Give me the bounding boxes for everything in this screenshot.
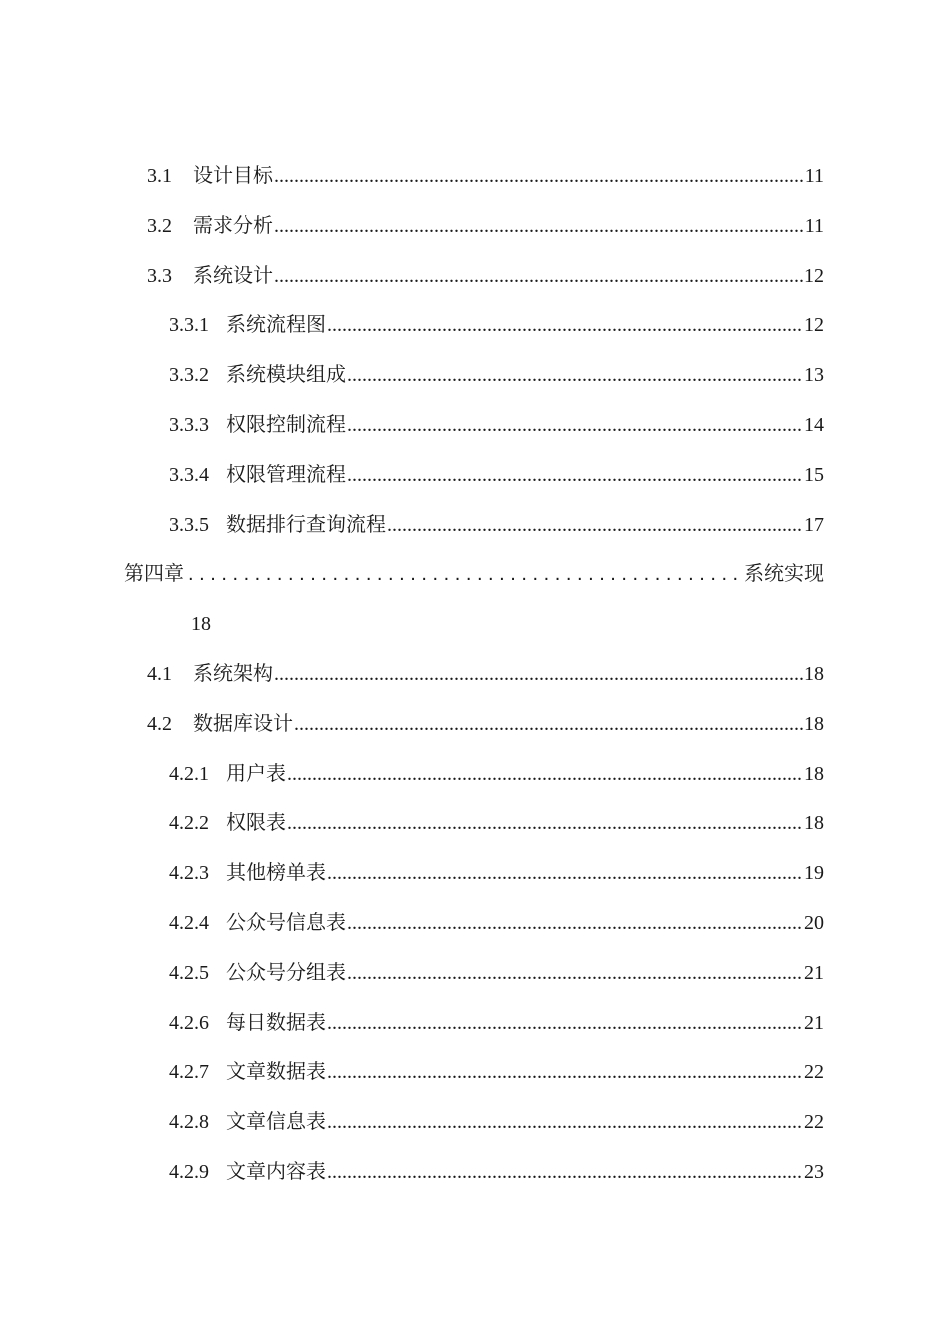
dot-leader [327, 999, 803, 1049]
toc-entry-4-2-2[interactable] [0, 799, 950, 849]
table-of-contents [0, 152, 950, 1198]
dot-leader [274, 252, 803, 302]
toc-title: 数据库设计 [193, 712, 293, 735]
dot-leader [347, 899, 803, 949]
toc-number: 4.2.5 [169, 961, 209, 984]
toc-page-number: 14 [804, 413, 824, 436]
toc-title: 文章信息表 [226, 1111, 326, 1134]
toc-page-number: 11 [804, 214, 824, 237]
toc-entry-4-2-6[interactable] [0, 999, 950, 1049]
toc-entry-3-3-2[interactable] [0, 351, 950, 401]
toc-number: 3.3 [147, 264, 172, 287]
toc-page-number: 18 [804, 662, 824, 685]
toc-number: 4.2.3 [169, 862, 209, 885]
toc-page-number: 21 [804, 1011, 824, 1034]
dot-leader [327, 1048, 803, 1098]
toc-entry-3-1[interactable] [0, 152, 950, 202]
toc-page-number: 23 [804, 1160, 824, 1183]
toc-title: 数据排行查询流程 [226, 513, 386, 536]
toc-page-number: 19 [804, 862, 824, 885]
dot-leader [327, 849, 803, 899]
toc-entry-4-2-1[interactable] [0, 750, 950, 800]
toc-title: 用户表 [226, 762, 286, 785]
toc-page-number: 13 [804, 364, 824, 387]
toc-page-number: 18 [191, 613, 211, 636]
toc-title: 系统设计 [193, 264, 273, 287]
toc-title: 系统模块组成 [226, 364, 346, 387]
toc-entry-4-2-5[interactable] [0, 949, 950, 999]
toc-number: 3.3.4 [169, 463, 209, 486]
dot-leader [274, 152, 804, 202]
toc-title: 文章内容表 [226, 1160, 326, 1183]
dot-leader [274, 650, 803, 700]
toc-title: 设计目标 [193, 165, 273, 187]
toc-title: 权限表 [226, 812, 286, 835]
toc-entry-4-2-7[interactable] [0, 1048, 950, 1098]
toc-entry-3-3-5[interactable] [0, 501, 950, 551]
toc-number: 3.3.2 [169, 364, 209, 387]
dot-leader [188, 550, 740, 600]
chapter-title: 系统实现 [744, 563, 824, 586]
toc-number: 4.2.8 [169, 1111, 209, 1134]
toc-page-number: 12 [804, 314, 824, 337]
toc-title: 权限控制流程 [226, 413, 346, 436]
toc-number: 4.2 [147, 712, 172, 735]
toc-title: 每日数据表 [226, 1011, 326, 1034]
toc-number: 3.3.3 [169, 413, 209, 436]
toc-page-number: 22 [804, 1061, 824, 1084]
toc-title: 文章数据表 [226, 1061, 326, 1084]
chapter-label: 第四章 [124, 563, 184, 586]
toc-number: 4.2.1 [169, 762, 209, 785]
dot-leader [387, 501, 803, 551]
toc-page-number: 21 [804, 961, 824, 984]
toc-page-number: 22 [804, 1111, 824, 1134]
toc-page-number: 20 [804, 911, 824, 934]
toc-title: 权限管理流程 [226, 463, 346, 486]
dot-leader [327, 1148, 803, 1198]
dot-leader [327, 1098, 803, 1148]
toc-entry-4-2[interactable] [0, 700, 950, 750]
toc-title: 系统流程图 [226, 314, 326, 337]
dot-leader [347, 451, 803, 501]
toc-entry-4-2-9[interactable] [0, 1148, 950, 1198]
toc-entry-4-2-3[interactable] [0, 849, 950, 899]
toc-number: 4.2.4 [169, 911, 209, 934]
toc-page-number: 18 [804, 812, 824, 835]
toc-entry-3-3[interactable] [0, 252, 950, 302]
toc-chapter-4[interactable] [0, 550, 950, 600]
dot-leader [294, 700, 803, 750]
toc-number: 4.2.2 [169, 812, 209, 835]
toc-entry-3-3-3[interactable] [0, 401, 950, 451]
toc-page-number: 12 [804, 264, 824, 287]
dot-leader [274, 202, 804, 252]
toc-entry-3-3-4[interactable] [0, 451, 950, 501]
toc-number: 4.1 [147, 662, 172, 685]
toc-page-number: 15 [804, 463, 824, 486]
toc-number: 4.2.7 [169, 1061, 209, 1084]
dot-leader [347, 401, 803, 451]
toc-number: 4.2.6 [169, 1011, 209, 1034]
dot-leader [287, 799, 803, 849]
toc-page-number: 18 [804, 712, 824, 735]
toc-title: 系统架构 [193, 662, 273, 685]
toc-number: 3.3.1 [169, 314, 209, 337]
toc-number: 3.3.5 [169, 513, 209, 536]
toc-entry-4-2-8[interactable] [0, 1098, 950, 1148]
toc-number: 3.2 [147, 214, 172, 237]
toc-title: 公众号分组表 [226, 961, 346, 984]
toc-number: 3.1 [147, 165, 172, 187]
toc-entry-3-3-1[interactable] [0, 301, 950, 351]
toc-entry-4-2-4[interactable] [0, 899, 950, 949]
toc-title: 其他榜单表 [226, 862, 326, 885]
toc-chapter-4-page [0, 600, 950, 650]
toc-page-number: 17 [804, 513, 824, 536]
toc-entry-4-1[interactable] [0, 650, 950, 700]
dot-leader [287, 750, 803, 800]
toc-entry-3-2[interactable] [0, 202, 950, 252]
dot-leader [327, 301, 803, 351]
toc-title: 需求分析 [193, 214, 273, 237]
toc-number: 4.2.9 [169, 1160, 209, 1183]
toc-page-number: 11 [804, 165, 824, 187]
dot-leader [347, 949, 803, 999]
toc-page-number: 18 [804, 762, 824, 785]
toc-title: 公众号信息表 [226, 911, 346, 934]
dot-leader [347, 351, 803, 401]
